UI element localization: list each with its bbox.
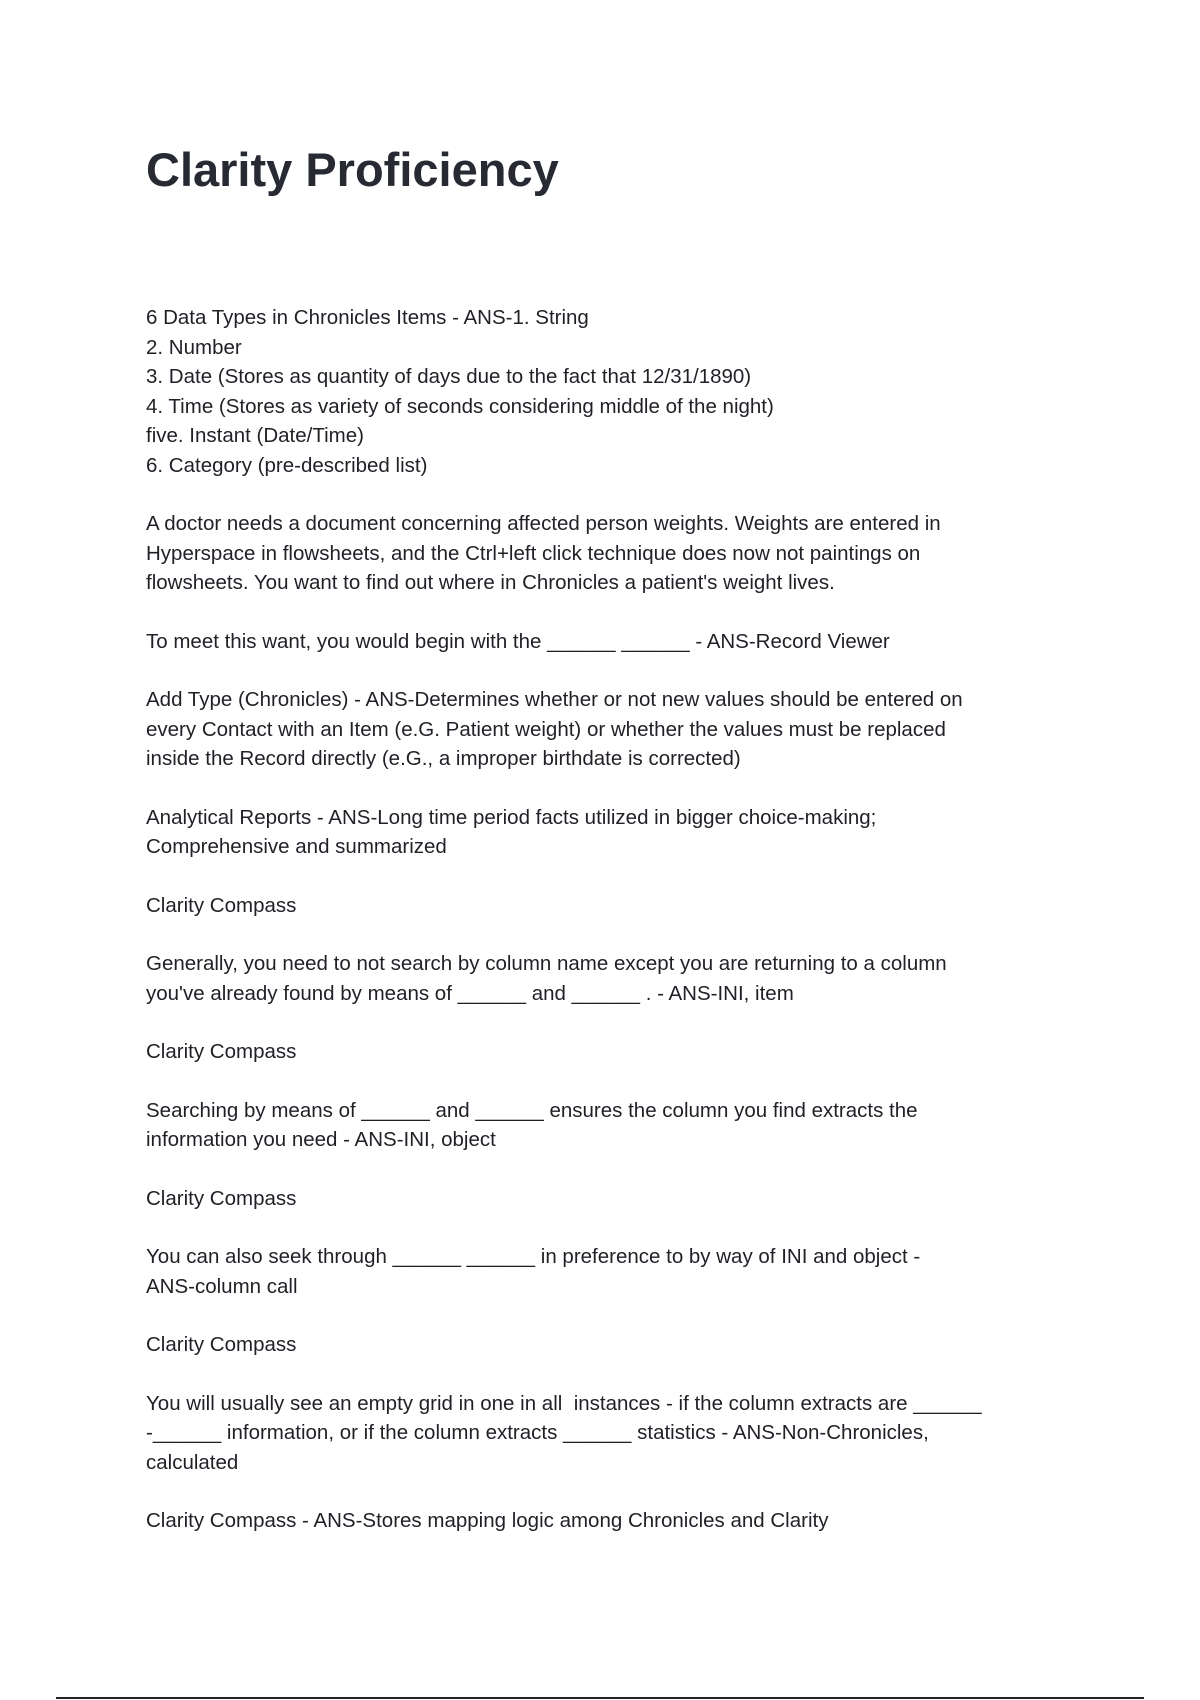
paragraph xyxy=(146,685,1076,774)
text-line: ANS-column call xyxy=(146,1274,298,1298)
text-line: Hyperspace in flowsheets, and the Ctrl+left click technique does now not paintings on xyxy=(146,541,921,565)
text-line: every Contact with an Item (e.G. Patient weight) or whether the values must be replaced xyxy=(146,717,946,741)
text-line: Clarity Compass - ANS-Stores mapping logic among Chronicles and Clarity xyxy=(146,1509,829,1532)
paragraph xyxy=(146,1330,1076,1360)
paragraph-gap xyxy=(146,1155,1076,1184)
text-line: five. Instant (Date/Time) xyxy=(146,424,364,447)
text-line: Add Type (Chronicles) - ANS-Determines whether or not new values should be entered on xyxy=(146,688,963,711)
paragraph-gap xyxy=(146,1301,1076,1330)
paragraph xyxy=(146,891,1076,921)
document-body xyxy=(146,303,1076,1536)
paragraph xyxy=(146,803,1076,862)
text-line: Clarity Compass xyxy=(146,1186,297,1210)
paragraph-gap xyxy=(146,480,1076,509)
paragraph-gap xyxy=(146,656,1076,685)
text-line: You can also seek through ______ ______ in preference to by way of INI and object - xyxy=(146,1245,921,1268)
text-line: To meet this want, you would begin with the ______ ______ - ANS-Record Viewer xyxy=(146,629,890,653)
text-line: Searching by means of ______ and ______ ensures the column you find extracts the xyxy=(146,1098,918,1122)
text-line: Analytical Reports - ANS-Long time period facts utilized in bigger choice-making; xyxy=(146,805,877,829)
text-line: 3. Date (Stores as quantity of days due to the fact that 12/31/1890) xyxy=(146,365,752,388)
paragraph-gap xyxy=(146,1477,1076,1506)
text-line: Generally, you need to not search by column name except you are returning to a column xyxy=(146,952,947,975)
text-line: flowsheets. You want to find out where in Chronicles a patient's weight lives. xyxy=(146,571,835,594)
text-line: inside the Record directly (e.G., a improper birthdate is corrected) xyxy=(146,747,741,770)
text-line: Clarity Compass xyxy=(146,893,297,917)
paragraph-gap xyxy=(146,1360,1076,1389)
paragraph xyxy=(146,949,1076,1008)
text-line: 2. Number xyxy=(146,335,242,359)
text-line: 4. Time (Stores as variety of seconds considering middle of the night) xyxy=(146,394,774,418)
paragraph xyxy=(146,1242,1076,1301)
text-line: calculated xyxy=(146,1450,239,1474)
paragraph-gap xyxy=(146,1067,1076,1096)
paragraph xyxy=(146,509,1076,598)
paragraph xyxy=(146,1506,1076,1536)
text-line: you've already found by means of ______ and ______ . - ANS-INI, item xyxy=(146,981,794,1005)
paragraph xyxy=(146,1096,1076,1155)
text-line: A doctor needs a document concerning affected person weights. Weights are entered in xyxy=(146,512,941,535)
text-line: Clarity Compass xyxy=(146,1040,297,1063)
paragraph-gap xyxy=(146,1213,1076,1242)
paragraph xyxy=(146,303,1076,480)
paragraph-gap xyxy=(146,774,1076,803)
footer-divider xyxy=(56,1697,1144,1699)
paragraph-gap xyxy=(146,1008,1076,1037)
text-line: -______ information, or if the column extracts ______ statistics - ANS-Non-Chronicles, xyxy=(146,1421,929,1444)
paragraph xyxy=(146,1184,1076,1214)
text-line: 6. Category (pre-described list) xyxy=(146,453,428,477)
page-title: Clarity Proficiency xyxy=(146,143,559,196)
text-line: 6 Data Types in Chronicles Items - ANS-1. String xyxy=(146,306,589,329)
paragraph-gap xyxy=(146,598,1076,627)
paragraph xyxy=(146,1389,1076,1478)
text-line: Comprehensive and summarized xyxy=(146,835,447,858)
paragraph xyxy=(146,1037,1076,1067)
paragraph-gap xyxy=(146,862,1076,891)
paragraph xyxy=(146,627,1076,657)
text-line: Clarity Compass xyxy=(146,1333,297,1356)
paragraph-gap xyxy=(146,920,1076,949)
text-line: information you need - ANS-INI, object xyxy=(146,1128,496,1151)
text-line: You will usually see an empty grid in one in all instances - if the column extracts are ______ xyxy=(146,1391,982,1415)
